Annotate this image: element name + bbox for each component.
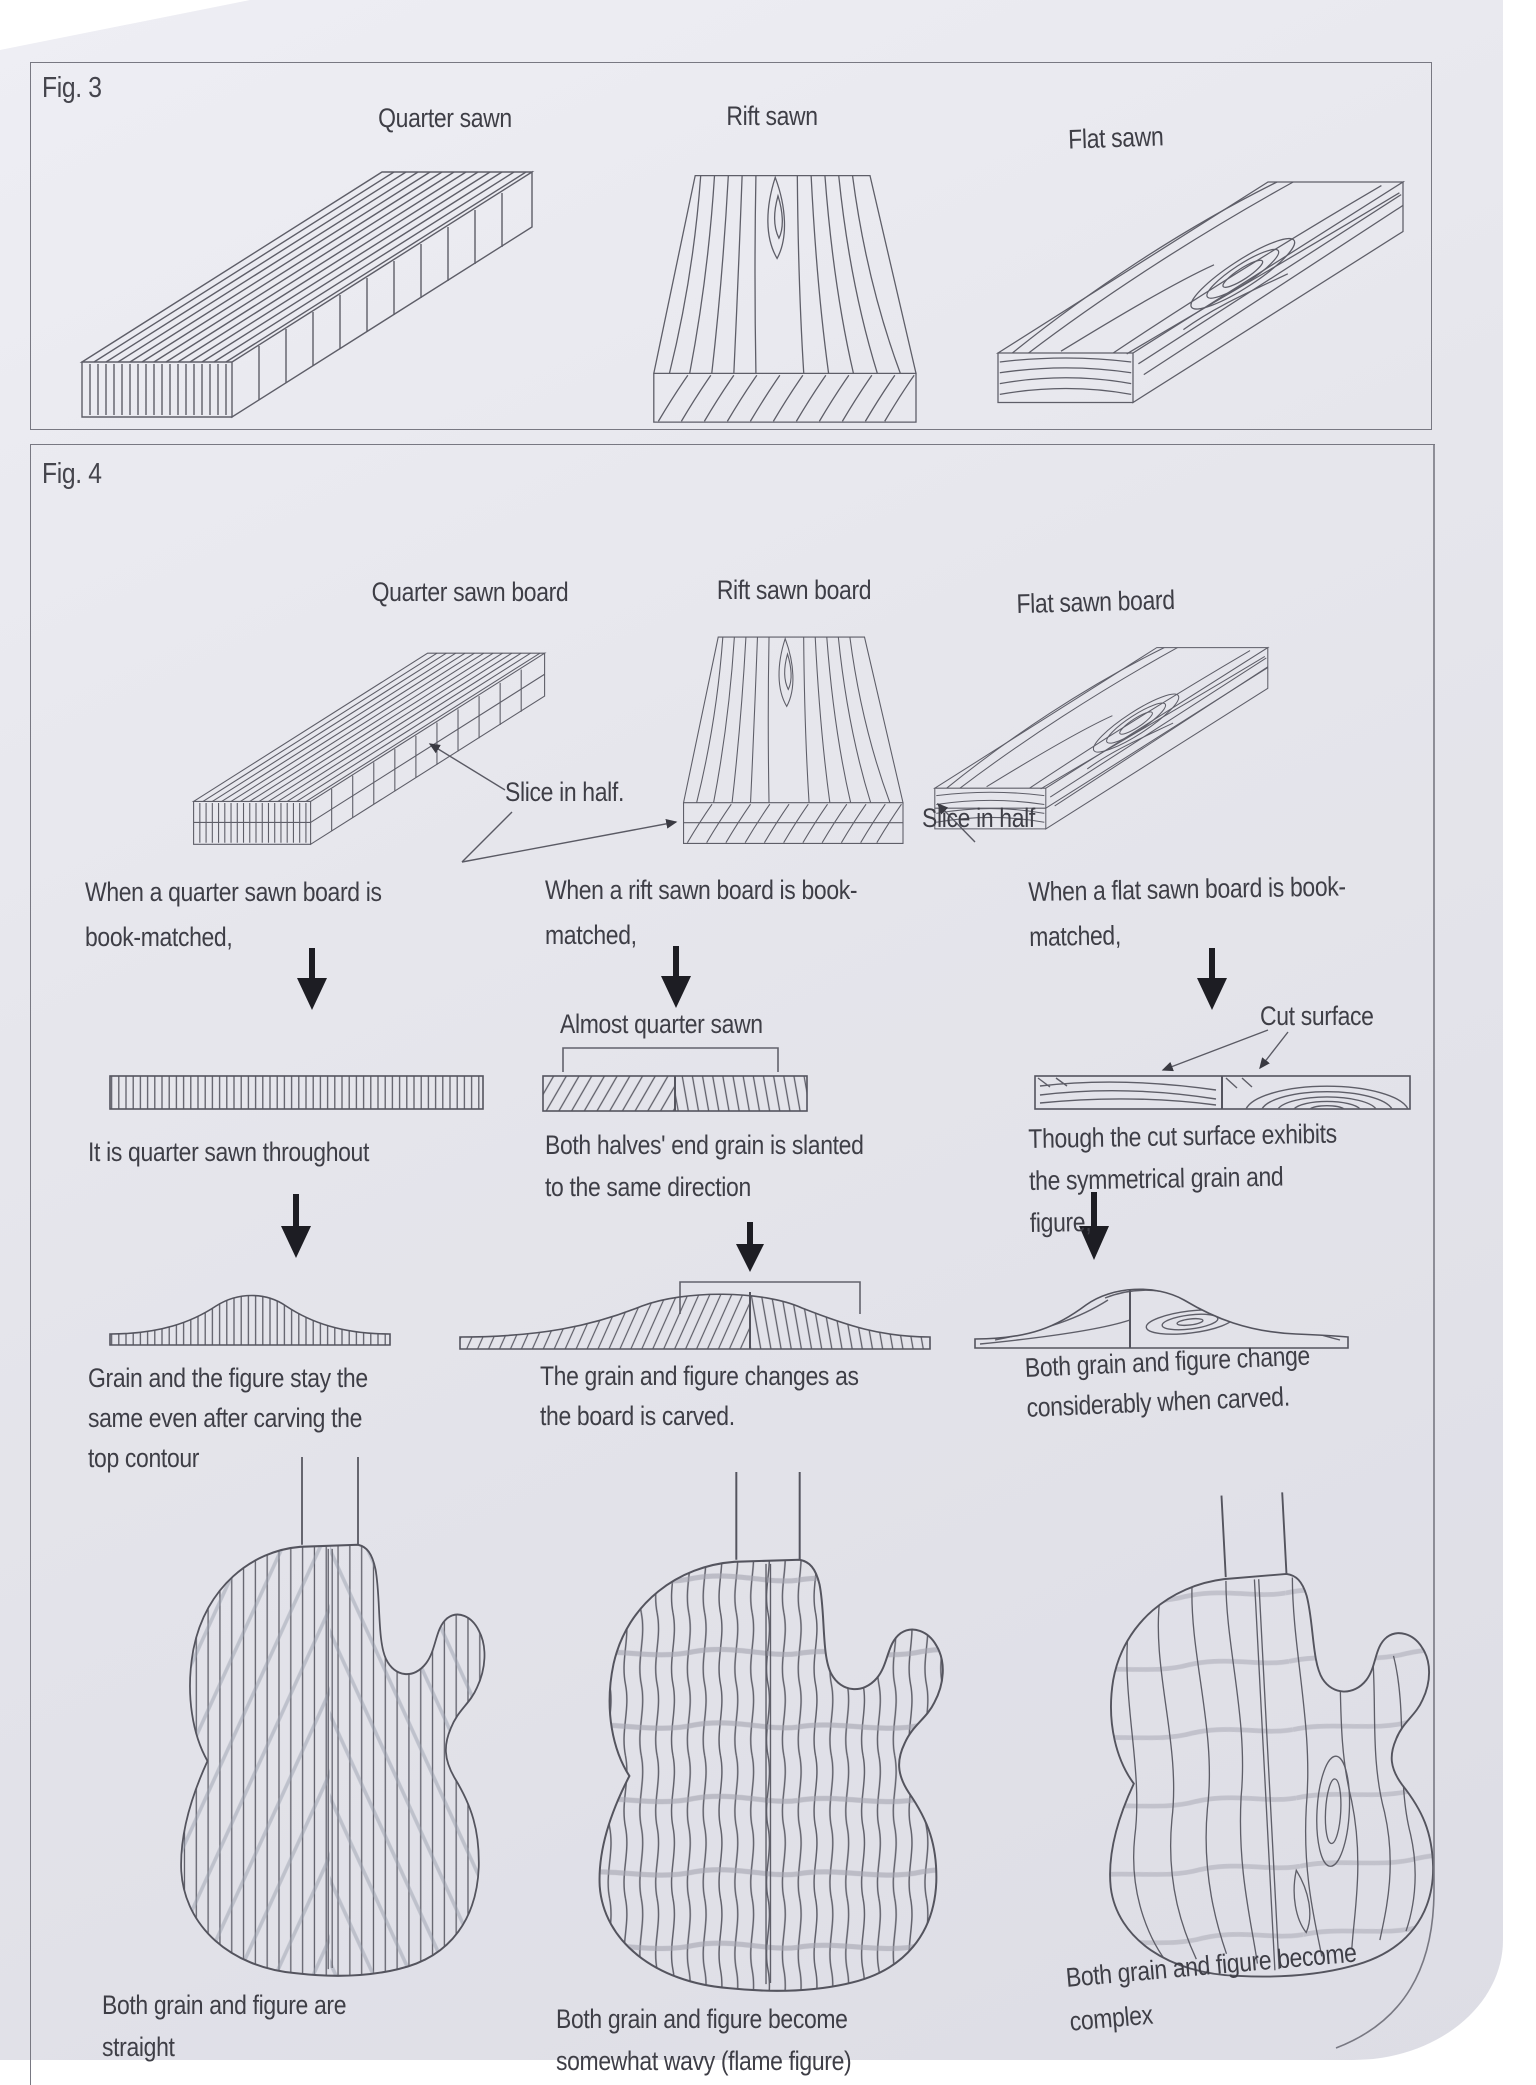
outcome-caption-quarter: Both grain and figure are straight xyxy=(102,1990,347,2062)
fig3-quarter-sawn-board-drawing xyxy=(82,172,532,417)
guitar-back-flat-sawn xyxy=(1081,1485,1448,1987)
strip-quarter-sawn xyxy=(110,1076,483,1109)
result-rift: Both halves' end grain is slanted to the same direction xyxy=(545,1130,864,1202)
fig4-quarter-sawn-board-label: Quarter sawn board xyxy=(371,577,569,607)
fig3-rift-sawn-label: Rift sawn xyxy=(726,101,818,131)
carved-caption-quarter: Grain and the figure stay the same even after carving the top contour xyxy=(88,1363,368,1473)
fig4-flat-sawn-board-label: Flat sawn board xyxy=(1016,584,1176,620)
fig3-flat-sawn-label: Flat sawn xyxy=(1067,121,1164,155)
strip-rift-sawn xyxy=(543,1076,807,1111)
fig4-quarter-sawn-board-drawing xyxy=(194,653,545,844)
almost-quarter-sawn-label: Almost quarter sawn xyxy=(560,1009,763,1039)
strip-flat-sawn xyxy=(1035,1076,1410,1109)
carved-quarter-sawn xyxy=(110,1296,390,1346)
intro-flat: When a flat sawn board is book- matched, xyxy=(1028,871,1346,952)
fig3-flat-sawn-board-drawing xyxy=(998,182,1403,403)
fig3-rift-sawn-board-drawing xyxy=(654,176,916,423)
fig4-rift-sawn-board-label: Rift sawn board xyxy=(716,575,872,605)
fig4-rift-sawn-board-drawing xyxy=(684,637,903,843)
cut-surface-label: Cut surface xyxy=(1260,1001,1374,1031)
slice-in-half-label-quarter: Slice in half. xyxy=(505,777,624,807)
result-flat: Though the cut surface exhibits the symmetrical grain and figure, xyxy=(1028,1118,1337,1238)
guitar-back-quarter-sawn xyxy=(173,1457,488,1977)
result-quarter: It is quarter sawn throughout xyxy=(88,1137,370,1167)
outcome-caption-rift: Both grain and figure become somewhat wavy (flame figure) xyxy=(556,2004,852,2076)
almost-quarter-sawn-bracket xyxy=(563,1048,778,1072)
carved-caption-flat: Both grain and figure change considerably when carved. xyxy=(1024,1340,1311,1423)
guitar-back-rift-sawn xyxy=(590,1472,946,1992)
carved-caption-rift: The grain and figure changes as the board is carved. xyxy=(540,1361,859,1431)
intro-rift: When a rift sawn board is book- matched, xyxy=(545,875,858,950)
outcome-caption-flat: Both grain and figure become complex xyxy=(1064,1937,1358,2037)
intro-quarter: When a quarter sawn board is book-matched, xyxy=(85,877,382,952)
fig3-quarter-sawn-label: Quarter sawn xyxy=(378,103,512,133)
fig3-label: Fig. 3 xyxy=(42,72,102,104)
fig4-label: Fig. 4 xyxy=(42,458,102,490)
slice-in-half-label-flat: Slice in half xyxy=(922,803,1035,833)
